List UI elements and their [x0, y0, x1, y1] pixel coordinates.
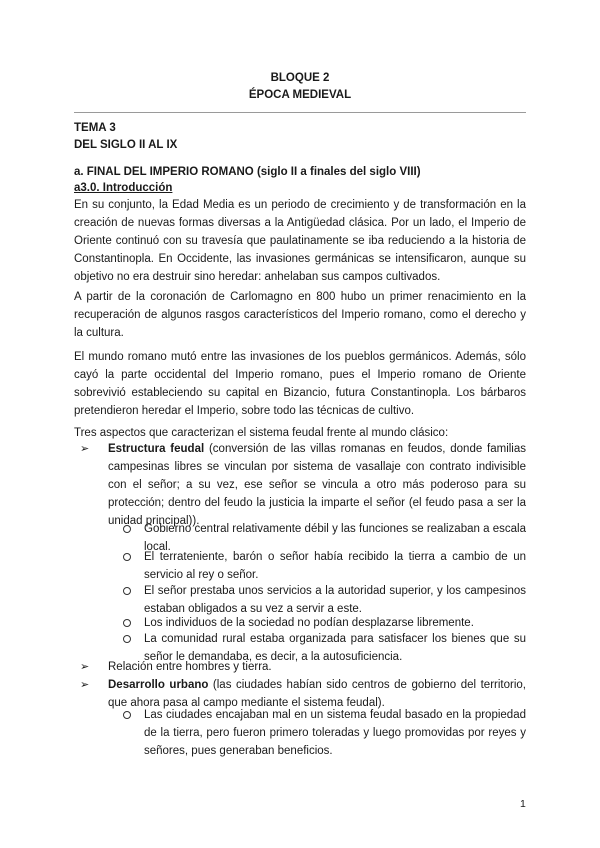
tema-number: TEMA 3: [74, 122, 116, 134]
list-item-feudal: [80, 440, 527, 530]
circle-bullet-icon: [123, 635, 131, 643]
block-title: BLOQUE 2: [270, 72, 330, 84]
circle-bullet-icon: [123, 587, 131, 595]
header-divider: [74, 112, 526, 113]
arrow-bullet-icon: ➢: [80, 679, 90, 691]
section-title: a. FINAL DEL IMPERIO ROMANO (siglo II a finales del siglo VIII): [74, 166, 421, 178]
paragraph-1: En su conjunto, la Edad Media es un periodo de crecimiento y de transformación en la creación de nuevas formas diversas a la Antigüedad clásica. Por un lado, el Imperio de Oriente continuó con su travesía que paulatinamente se iba reduciendo a la historia de Constantinopla. En Occidente, las invasiones germánicas se intensificaron, aunque su objetivo no era destruir sino heredar: anhelaban sus campos cultivados.: [74, 199, 526, 283]
list-item-text: Relación entre hombres y tierra.: [108, 661, 272, 673]
circle-bullet-icon: [123, 553, 131, 561]
section-subtitle: a3.0. Introducción: [74, 182, 173, 194]
page-number: 1: [520, 798, 526, 810]
arrow-bullet-icon: ➢: [80, 661, 90, 673]
list-intro: Tres aspectos que caracterizan el sistema feudal frente al mundo clásico:: [74, 427, 449, 439]
circle-bullet-icon: [123, 711, 131, 719]
paragraph-2: A partir de la coronación de Carlomagno en 800 hubo un primer renacimiento en la recuperación de algunos rasgos característicos del Imperio romano, como el derecho y la cultura.: [74, 291, 526, 339]
circle-bullet-icon: [123, 525, 131, 533]
list-item-bold: Estructura feudal: [108, 443, 205, 455]
sub-list-item: [144, 706, 526, 760]
list-item-text: (las ciudades habían sido centros de gobierno del territorio, que ahora pasa al campo mediante el sistema feudal).: [108, 679, 526, 709]
list-item-bold: Desarrollo urbano: [108, 679, 209, 691]
sub-list-item-text: Las ciudades encajaban mal en un sistema feudal basado en la propiedad de la tierra, pero fueron primero toleradas y luego promovidas por reyes y señores, pues generaban beneficios.: [144, 709, 526, 757]
list-item-relacion: [80, 658, 526, 676]
circle-bullet-icon: [123, 619, 131, 627]
sub-list-item: [144, 548, 526, 584]
period-title: ÉPOCA MEDIEVAL: [248, 89, 352, 101]
paragraph-3: El mundo romano mutó entre las invasiones de los pueblos germánicos. Además, sólo cayó la parte occidental del Imperio romano, pues el Imperio romano de Oriente sobrevivió estableciendo su capital en Bizancio, futura Constantinopla. Los bárbaros pretendieron heredar el Imperio, sobre todo las técnicas de cultivo.: [74, 351, 526, 417]
tema-range: DEL SIGLO II AL IX: [74, 139, 178, 151]
sub-list-item-text: Gobierno central relativamente débil y las funciones se realizaban a escala local.: [144, 523, 526, 553]
sub-list-item-text: Los individuos de la sociedad no podían desplazarse libremente.: [144, 617, 474, 629]
sub-list-item-text: La comunidad rural estaba organizada para satisfacer los bienes que su señor le demandaba, es decir, a la autosuficiencia.: [144, 633, 526, 663]
list-item-text: (conversión de las villas romanas en feudos, donde familias campesinas libres se vinculan por sistema de vasallaje con contrato indivisible con el señor; a su vez, ese señor se vincula a otro más poderoso para su protección; dentro del feudo la justicia la imparte el señor (el feudo pasa a ser la unidad principal)).: [108, 443, 527, 527]
sub-list-item-text: El terrateniente, barón o señor había recibido la tierra a cambio de un servicio al rey o señor.: [144, 551, 526, 581]
sub-list-item-text: El señor prestaba unos servicios a la autoridad superior, y los campesinos estaban obligados a su vez a servir a este.: [144, 585, 526, 615]
arrow-bullet-icon: ➢: [80, 443, 90, 455]
sub-list-item: [144, 582, 526, 618]
